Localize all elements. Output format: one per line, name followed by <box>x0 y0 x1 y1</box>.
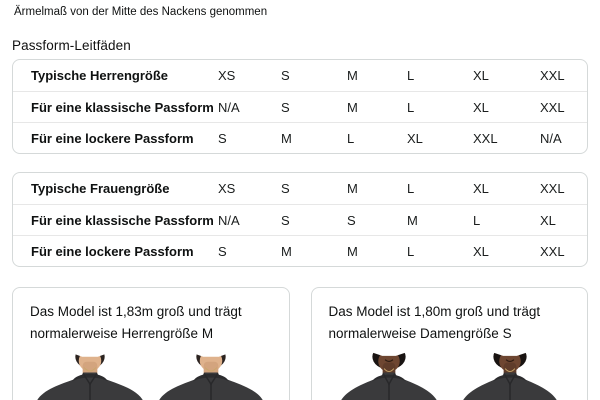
size-cell: XXL <box>540 243 565 259</box>
table-row <box>13 60 587 91</box>
size-cell: XL <box>473 68 489 83</box>
model-card-men <box>12 287 290 400</box>
size-cell: XXL <box>473 130 498 146</box>
size-cell: XXL <box>540 68 565 83</box>
size-cell: XL <box>473 181 489 196</box>
size-cell: S <box>218 243 227 259</box>
size-cell: S <box>281 99 290 115</box>
table-row <box>13 91 587 122</box>
female-model-image <box>452 348 568 400</box>
size-cell: M <box>281 130 292 146</box>
size-cell: S <box>281 212 290 228</box>
row-label: Für eine lockere Passform <box>31 130 194 146</box>
size-cell: N/A <box>540 130 562 146</box>
size-cell: XL <box>473 99 489 115</box>
size-cell: S <box>281 181 290 196</box>
size-cell: M <box>347 68 358 83</box>
table-row <box>13 235 587 266</box>
size-cell: L <box>347 130 355 146</box>
size-cell: L <box>473 212 481 228</box>
measure-note: Ärmelmaß von der Mitte des Nackens genommen <box>14 6 268 18</box>
size-cell: L <box>407 181 415 196</box>
model-cards-row <box>12 287 588 400</box>
row-label: Für eine lockere Passform <box>31 243 194 259</box>
size-cell: M <box>347 181 358 196</box>
model-caption: Das Model ist 1,80m groß und trägt normalerweise Damengröße S <box>328 304 541 341</box>
size-cell: S <box>218 130 227 146</box>
size-cell: M <box>347 99 358 115</box>
photo-row <box>329 348 571 400</box>
size-cell: M <box>281 243 292 259</box>
row-label: Für eine klassische Passform <box>31 212 214 228</box>
size-cell: XXL <box>540 181 565 196</box>
size-cell: XL <box>540 212 556 228</box>
photo-row <box>30 348 272 400</box>
size-cell: XL <box>473 243 489 259</box>
size-cell: M <box>407 212 418 228</box>
model-caption: Das Model ist 1,83m groß und trägt normalerweise Herrengröße M <box>30 304 242 341</box>
model-card-women <box>311 287 589 400</box>
size-table-men <box>12 59 588 154</box>
table-row <box>13 122 587 153</box>
row-label: Typische Herrengröße <box>31 68 169 83</box>
size-cell: S <box>281 68 290 83</box>
table-row <box>13 204 587 235</box>
size-cell: N/A <box>218 99 240 115</box>
table-row <box>13 173 587 204</box>
row-label: Typische Frauengröße <box>31 181 170 196</box>
size-cell: XL <box>407 130 423 146</box>
size-cell: S <box>347 212 356 228</box>
size-cell: L <box>407 68 415 83</box>
size-cell: XS <box>218 68 236 83</box>
size-cell: XXL <box>540 99 565 115</box>
size-cell: N/A <box>218 212 240 228</box>
section-title: Passform-Leitfäden <box>12 38 131 53</box>
size-cell: L <box>407 99 415 115</box>
row-label: Für eine klassische Passform <box>31 99 214 115</box>
size-table-women <box>12 172 588 267</box>
male-model-image <box>32 348 148 400</box>
size-cell: XS <box>218 181 236 196</box>
size-cell: L <box>407 243 415 259</box>
female-model-image <box>331 348 447 400</box>
male-model-image <box>153 348 269 400</box>
size-cell: M <box>347 243 358 259</box>
